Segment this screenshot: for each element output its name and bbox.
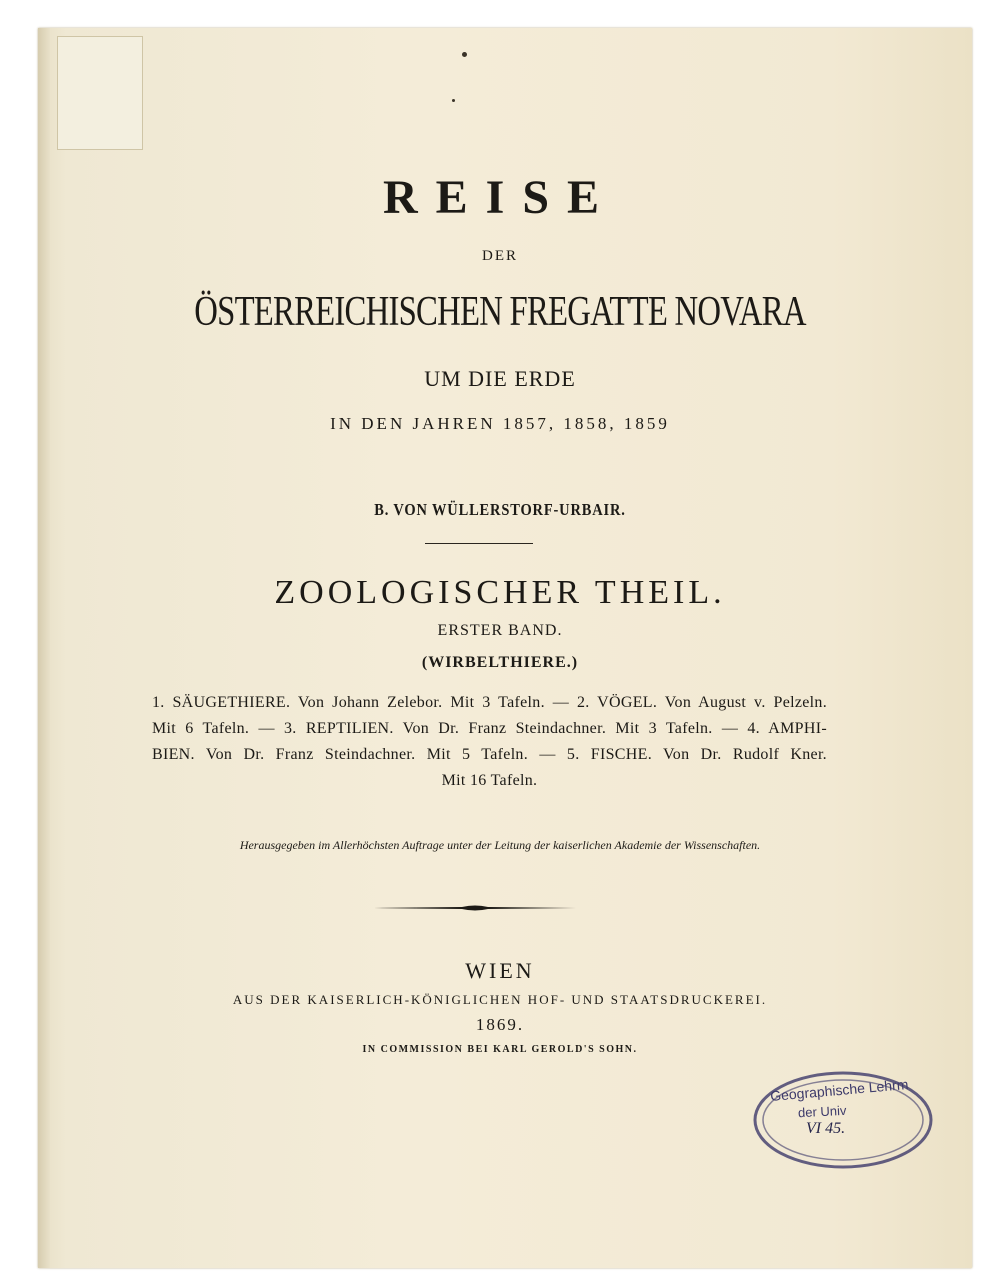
binding-edge: [38, 28, 50, 1268]
paper-speck: [452, 99, 455, 102]
divider-rule: [425, 543, 533, 544]
contents-line: Mit 6 Tafeln. — 3. REPTILIEN. Von Dr. Franz Steindachner. Mit 3 Tafeln. — 4. AMPHI-: [152, 720, 827, 737]
publication-year: 1869.: [475, 1015, 525, 1034]
contents-line: Mit 16 Tafeln.: [441, 772, 538, 789]
volume-label: ERSTER BAND.: [437, 622, 563, 639]
pasted-paper-label: [57, 36, 143, 150]
title-line-um-die-erde: UM DIE ERDE: [424, 366, 576, 391]
commission-line: IN COMMISSION BEI KARL GEROLD'S SOHN.: [362, 1044, 638, 1055]
contents-line: 1. SÄUGETHIERE. Von Johann Zelebor. Mit 3 Tafeln. — 2. VÖGEL. Von August v. Pelzeln.: [152, 694, 827, 711]
publication-city: WIEN: [465, 958, 535, 983]
contents-list: [152, 690, 827, 794]
paper-speck: [462, 52, 467, 57]
author: B. VON WÜLLERSTORF-URBAIR.: [374, 500, 626, 519]
publisher-note: Herausgegeben im Allerhöchsten Auftrage unter der Leitung der kaiserlichen Akademie der Wissenschaften.: [239, 838, 761, 852]
stamp-text: Geographische Lehrm: [769, 1075, 909, 1105]
title: REISE: [382, 171, 618, 224]
main-title: ÖSTERREICHISCHEN FREGATTE NOVARA: [194, 289, 806, 335]
ornament-rule: [372, 898, 578, 918]
title-article: DER: [482, 248, 518, 264]
title-line-years: IN DEN JAHREN 1857, 1858, 1859: [330, 414, 670, 433]
printer-name: AUS DER KAISERLICH-KÖNIGLICHEN HOF- UND STAATSDRUCKEREI.: [232, 992, 768, 1007]
contents-line: BIEN. Von Dr. Franz Steindachner. Mit 5 Tafeln. — 5. FISCHE. Von Dr. Rudolf Kner.: [152, 746, 827, 763]
stamp-shelf-number: VI 45.: [806, 1120, 846, 1137]
section-title: ZOOLOGISCHER THEIL.: [274, 574, 726, 611]
stamp-text: der Univ: [797, 1102, 847, 1121]
volume-subtitle: (WIRBELTHIERE.): [421, 654, 579, 671]
